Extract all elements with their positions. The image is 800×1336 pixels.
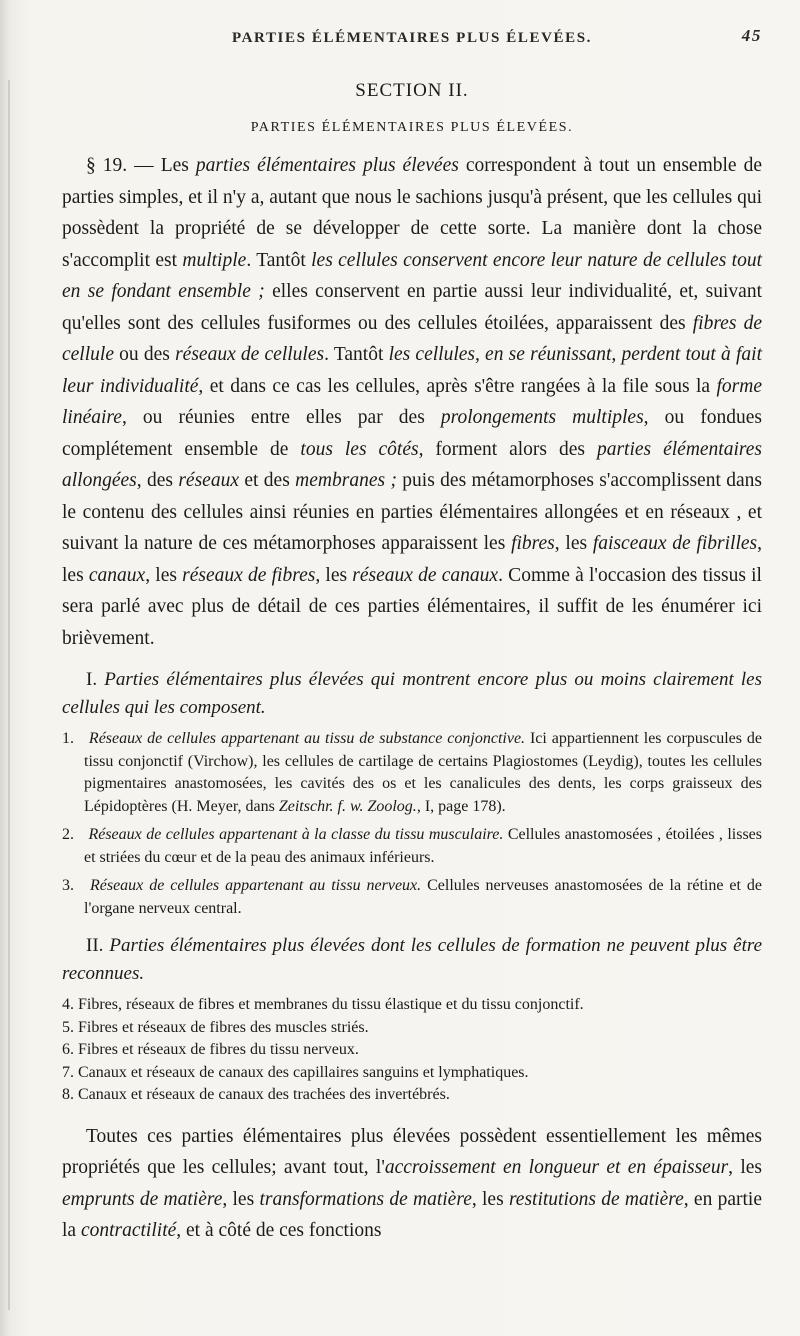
list-item: 7. Canaux et réseaux de canaux des capillaires sanguins et lymphatiques. (62, 1063, 529, 1081)
section-subtitle: PARTIES ÉLÉMENTAIRES PLUS ÉLEVÉES. (250, 120, 574, 135)
note-item: 2. Réseaux de cellules appartenant à la classe du tissu musculaire. Cellules anastomosées , étoilées , lisses et striées du cœur et de la peau des animaux inférieurs. (62, 826, 763, 866)
section-title: SECTION II. (355, 80, 469, 101)
notes-group-1 (62, 728, 762, 920)
subheading-2: II. Parties élémentaires plus élevées dont les cellules de formation ne peuvent plus être reconnues. (62, 935, 762, 984)
notes-group-2 (62, 994, 762, 1107)
list-item: 8. Canaux et réseaux de canaux des trachées des invertébrés. (62, 1086, 450, 1103)
note-item: 1. Réseaux de cellules appartenant au tissu de substance conjonctive. Ici appartiennent les corpuscules de tissu conjonctif (Virchow), les cellules de cartilage de certains Plagiostomes (Leydig), toutes les cellules pigmentaires anastomosées, les cavités des os et les canalicules des dents, les corps graisseux des Lépidoptères (H. Meyer, dans Zeitschr. f. w. Zoolog., I, page 178). (62, 730, 763, 815)
page-number: 45 (741, 26, 762, 45)
list-item: 4. Fibres, réseaux de fibres et membranes du tissu élastique et du tissu conjonctif. (62, 996, 584, 1013)
list-item: 5. Fibres et réseaux de fibres des muscles striés. (62, 1018, 369, 1036)
page-binding-edge (8, 80, 10, 1310)
running-title: PARTIES ÉLÉMENTAIRES PLUS ÉLEVÉES. (231, 30, 593, 46)
page-content (62, 26, 763, 1247)
running-header (62, 26, 762, 58)
subheading-1: I. Parties élémentaires plus élevées qui montrent encore plus ou moins clairement les cellules qui les composent. (62, 669, 763, 718)
paragraph-19: § 19. — Les parties élémentaires plus élevées correspondent à tout un ensemble de parties simples, et il n'y a, autant que nous le sachions jusqu'à présent, que les cellules qui possèdent la propriété de se développer de cette sorte. La manière dont la chose s'accomplit est multiple. Tantôt les cellules conservent encore leur nature de cellules tout en se fondant ensemble ; elles conservent en partie aussi leur individualité, et, suivant qu'elles sont des cellules fusiformes ou des cellules étoilées, apparaissent des fibres de cellule ou des réseaux de cellules. Tantôt les cellules, en se réunissant, perdent tout à fait leur individualité, et dans ce cas les cellules, après s'être rangées à la file sous la forme linéaire, ou réunies entre elles par des prolongements multiples, ou fondues complétement ensemble de tous les côtés, forment alors des parties élémentaires allongées, des réseaux et des membranes ; puis des métamorphoses s'accomplissent dans le contenu des cellules ainsi réunies en parties élémentaires allongées et en réseaux , et suivant la nature de ces métamorphoses apparaissent les fibres, les faisceaux de fibrilles, les canaux, les réseaux de fibres, les réseaux de canaux. Comme à l'occasion des tissus il sera parlé avec plus de détail de ces parties élémentaires, il suffit de les énumérer ici brièvement. (62, 155, 762, 649)
note-item: 3. Réseaux de cellules appartenant au tissu nerveux. Cellules nerveuses anastomosées de la rétine et de l'organe nerveux central. (62, 877, 763, 917)
list-item: 6. Fibres et réseaux de fibres du tissu nerveux. (62, 1041, 359, 1058)
paragraph-closing: Toutes ces parties élémentaires plus élevées possèdent essentiellement les mêmes propriétés que les cellules; avant tout, l'accroissement en longueur et en épaisseur, les emprunts de matière, les transformations de matière, les restitutions de matière, en partie la contractilité, et à côté de ces fonctions (62, 1125, 762, 1241)
